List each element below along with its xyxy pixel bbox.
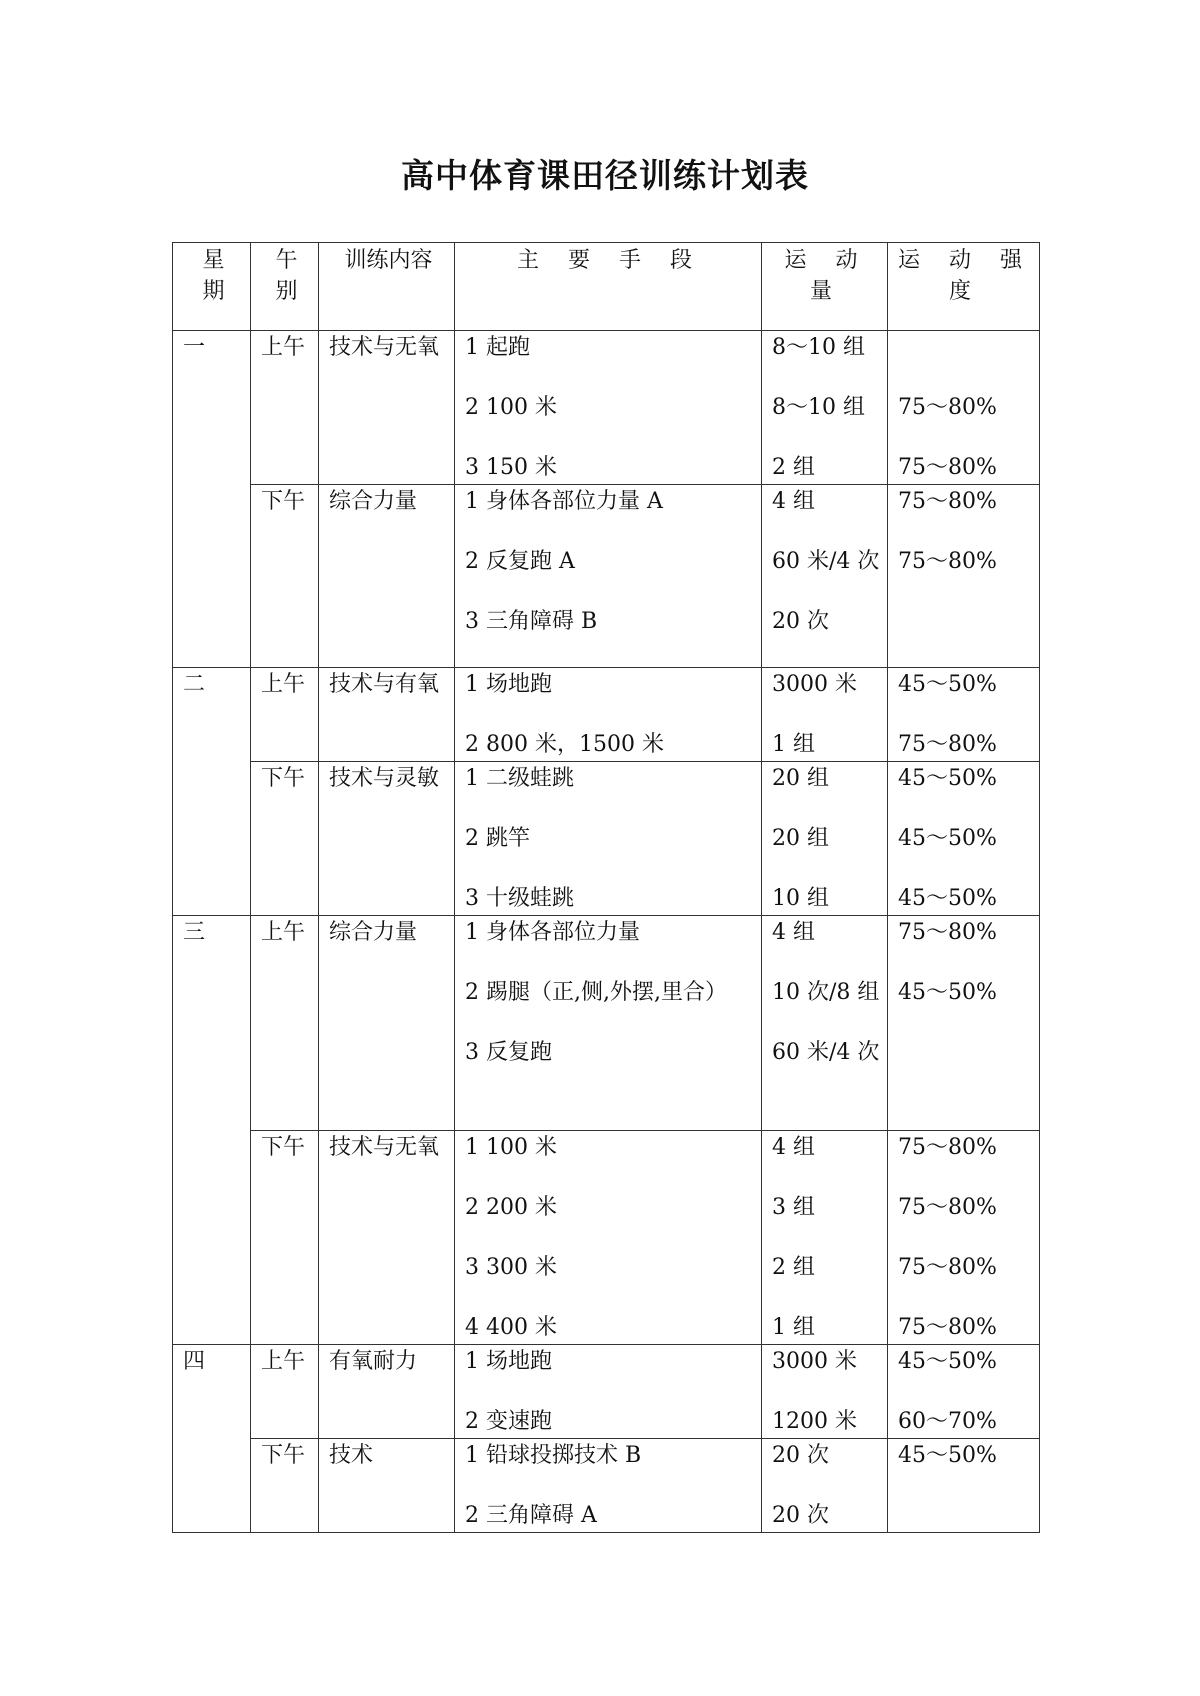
intensity-cell (888, 1345, 1040, 1439)
means-item: 1 场地跑 (465, 672, 552, 697)
volume-item: 3000 米 (772, 672, 857, 697)
volume-item: 4 组 (772, 920, 815, 945)
day-cell: 二 (173, 668, 251, 916)
volume-cell (762, 1345, 888, 1439)
volume-cell (762, 916, 888, 1131)
intensity-item: 45～50% (898, 1349, 997, 1374)
intensity-cell (888, 916, 1040, 1131)
means-item: 2 反复跑 A (465, 549, 575, 574)
table-row (173, 331, 1040, 485)
volume-item: 20 次 (772, 1503, 829, 1528)
means-item: 1 起跑 (465, 335, 530, 360)
volume-item: 20 次 (772, 1443, 829, 1468)
intensity-item: 75～80% (898, 732, 997, 757)
header-day (173, 243, 251, 331)
intensity-item: 45～50% (898, 672, 997, 697)
table-row (173, 1439, 1040, 1533)
intensity-item: 45～50% (898, 826, 997, 851)
intensity-item: 60～70% (898, 1409, 997, 1434)
means-item: 1 二级蛙跳 (465, 766, 574, 791)
intensity-item: 75～80% (898, 549, 997, 574)
means-cell (455, 331, 762, 485)
table-row (173, 485, 1040, 668)
day-cell: 三 (173, 916, 251, 1345)
header-day-label: 星 期 (202, 248, 225, 304)
means-item: 2 踢腿（正,侧,外摆,里合） (465, 980, 727, 1005)
intensity-cell (888, 485, 1040, 668)
page-title: 高中体育课田径训练计划表 (401, 156, 809, 195)
means-item: 2 100 米 (465, 395, 557, 420)
means-cell (455, 1439, 762, 1533)
means-cell (455, 762, 762, 916)
means-item: 2 三角障碍 A (465, 1503, 597, 1528)
header-intensity-label: 运 动 强 度 (898, 248, 1051, 304)
means-item: 3 300 米 (465, 1255, 557, 1280)
period-cell: 上午 (251, 916, 319, 1131)
header-means (455, 243, 762, 331)
intensity-item: 45～50% (898, 886, 997, 911)
day-cell: 一 (173, 331, 251, 668)
volume-item: 1 组 (772, 732, 815, 757)
period-cell: 下午 (251, 762, 319, 916)
volume-item: 1 组 (772, 1315, 815, 1340)
means-item: 3 150 米 (465, 455, 557, 480)
header-content (319, 243, 455, 331)
volume-item: 20 组 (772, 826, 829, 851)
intensity-item: 75～80% (898, 395, 997, 420)
means-item: 2 200 米 (465, 1195, 557, 1220)
day-cell: 四 (173, 1345, 251, 1533)
header-volume (762, 243, 888, 331)
volume-cell (762, 1131, 888, 1345)
intensity-item: 45～50% (898, 1443, 997, 1468)
volume-item: 8～10 组 (772, 395, 865, 420)
training-content-cell: 技术与无氧 (319, 1131, 455, 1345)
intensity-item (898, 332, 1033, 363)
means-item: 1 100 米 (465, 1135, 557, 1160)
period-cell: 上午 (251, 668, 319, 762)
volume-item: 60 米/4 次 (772, 549, 880, 574)
means-item: 2 变速跑 (465, 1409, 552, 1434)
header-period-label: 午 别 (275, 248, 298, 304)
training-plan-table (172, 242, 1051, 1533)
intensity-cell (888, 1131, 1040, 1345)
volume-item: 4 组 (772, 489, 815, 514)
means-item: 1 身体各部位力量 A (465, 489, 663, 514)
means-cell (455, 485, 762, 668)
volume-cell (762, 331, 888, 485)
volume-item: 4 组 (772, 1135, 815, 1160)
means-cell (455, 668, 762, 762)
period-cell: 上午 (251, 331, 319, 485)
volume-item: 1200 米 (772, 1409, 857, 1434)
volume-item: 3000 米 (772, 1349, 857, 1374)
training-content-cell: 综合力量 (319, 916, 455, 1131)
period-cell: 上午 (251, 1345, 319, 1439)
header-period (251, 243, 319, 331)
training-content-cell: 有氧耐力 (319, 1345, 455, 1439)
volume-item: 2 组 (772, 1255, 815, 1280)
intensity-item: 75～80% (898, 1135, 997, 1160)
volume-item: 3 组 (772, 1195, 815, 1220)
table-row (173, 1345, 1040, 1439)
training-content-cell: 技术与有氧 (319, 668, 455, 762)
means-item: 2 800 米，1500 米 (465, 732, 664, 757)
training-content-cell: 技术 (319, 1439, 455, 1533)
training-content-cell: 技术与灵敏 (319, 762, 455, 916)
intensity-cell (888, 1439, 1040, 1533)
intensity-item: 75～80% (898, 489, 997, 514)
table-body (173, 331, 1040, 1533)
volume-item: 8～10 组 (772, 335, 865, 360)
period-cell: 下午 (251, 1439, 319, 1533)
table-row (173, 916, 1040, 1131)
header-means-label: 主 要 手 段 (517, 248, 703, 273)
intensity-cell (888, 762, 1040, 916)
table-row (173, 1131, 1040, 1345)
intensity-item: 75～80% (898, 1195, 997, 1220)
training-content-cell: 技术与无氧 (319, 331, 455, 485)
volume-item: 10 组 (772, 886, 829, 911)
means-item: 3 十级蛙跳 (465, 886, 574, 911)
intensity-cell (888, 331, 1040, 485)
intensity-item: 45～50% (898, 766, 997, 791)
means-item: 3 三角障碍 B (465, 609, 598, 634)
means-item: 1 场地跑 (465, 1349, 552, 1374)
period-cell: 下午 (251, 485, 319, 668)
header-content-label: 训练内容 (344, 248, 433, 273)
volume-cell (762, 762, 888, 916)
volume-item: 10 次/8 组 (772, 980, 880, 1005)
means-cell (455, 1345, 762, 1439)
volume-item: 20 组 (772, 766, 829, 791)
means-item: 1 身体各部位力量 (465, 920, 640, 945)
header-volume-label: 运 动 量 (784, 248, 887, 304)
table-header-row (173, 243, 1040, 331)
header-intensity (888, 243, 1051, 331)
volume-item: 20 次 (772, 609, 829, 634)
means-item: 1 铅球投掷技术 B (465, 1443, 642, 1468)
means-item: 4 400 米 (465, 1315, 557, 1340)
means-item: 2 跳竿 (465, 826, 530, 851)
intensity-item: 75～80% (898, 1255, 997, 1280)
volume-cell (762, 668, 888, 762)
intensity-item (898, 606, 1033, 637)
means-cell (455, 1131, 762, 1345)
table-row (173, 668, 1040, 762)
intensity-item (898, 1037, 1033, 1068)
intensity-item (898, 1500, 1033, 1531)
volume-cell (762, 485, 888, 668)
means-item: 3 反复跑 (465, 1040, 552, 1065)
volume-cell (762, 1439, 888, 1533)
volume-item: 60 米/4 次 (772, 1040, 880, 1065)
volume-item: 2 组 (772, 455, 815, 480)
period-cell: 下午 (251, 1131, 319, 1345)
means-cell (455, 916, 762, 1131)
intensity-item: 75～80% (898, 1315, 997, 1340)
training-content-cell: 综合力量 (319, 485, 455, 668)
intensity-item: 45～50% (898, 980, 997, 1005)
intensity-cell (888, 668, 1040, 762)
intensity-item: 75～80% (898, 455, 997, 480)
table-row (173, 762, 1040, 916)
intensity-item: 75～80% (898, 920, 997, 945)
